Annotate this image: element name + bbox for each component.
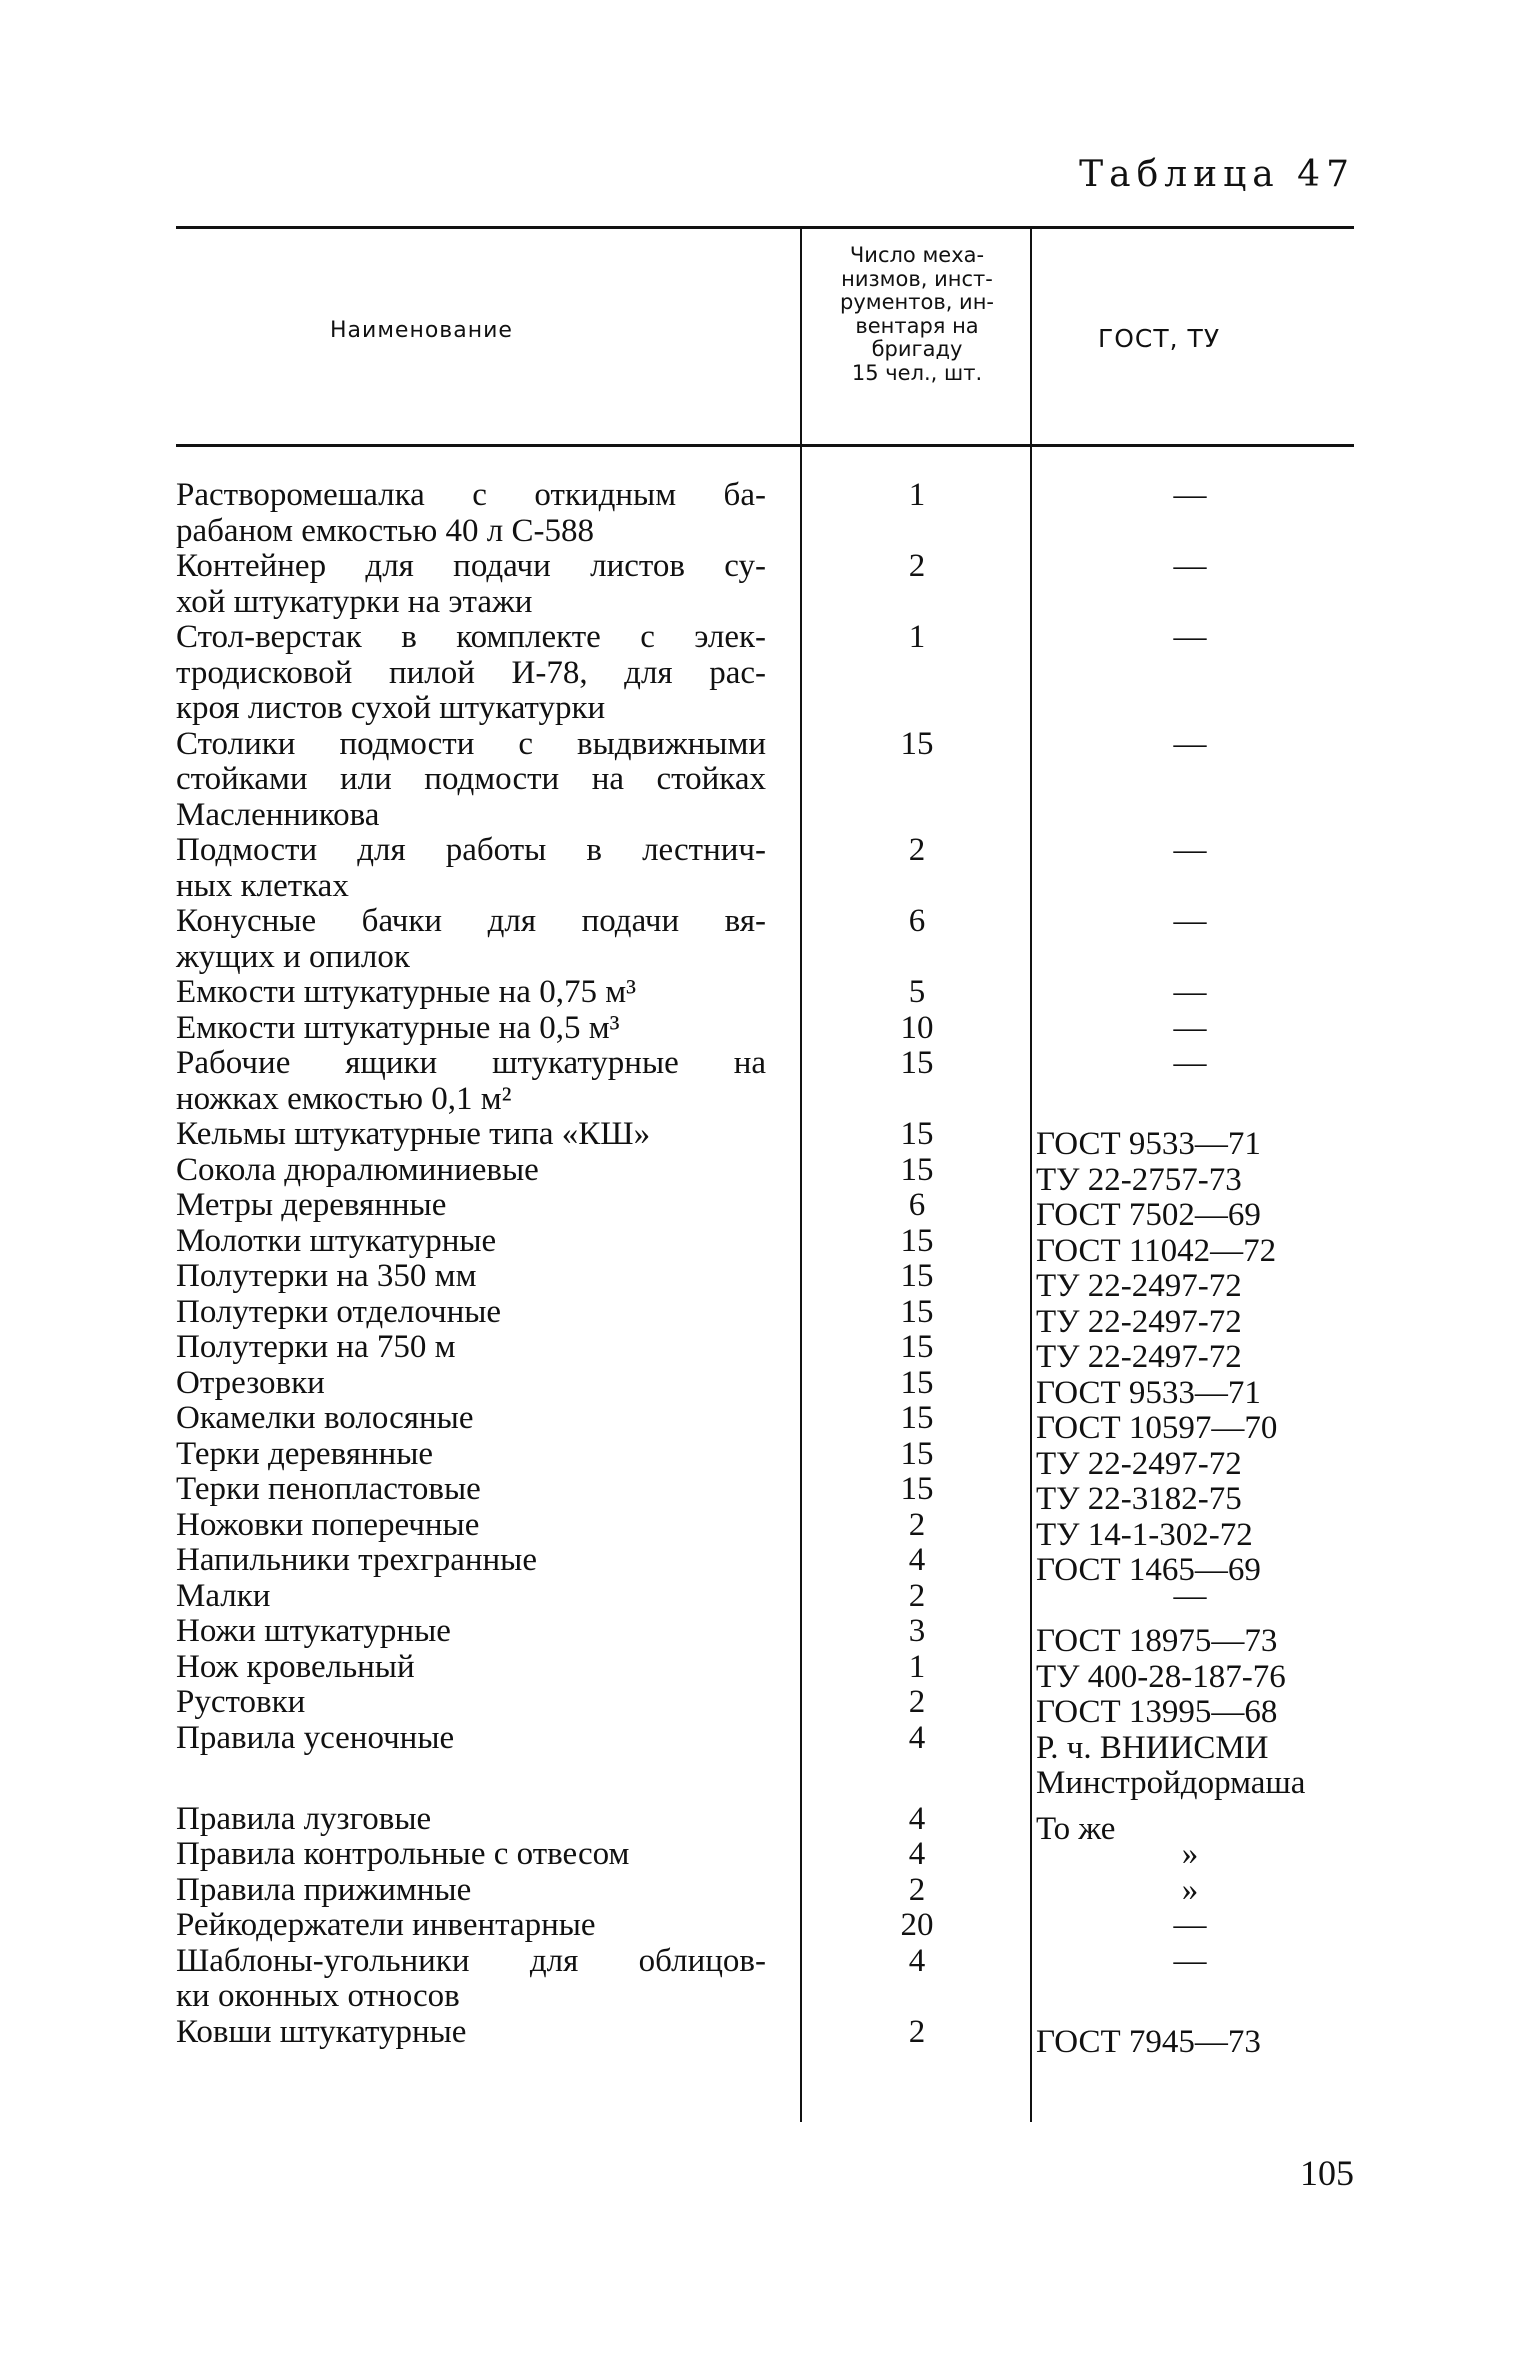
row-name <box>176 1401 766 1437</box>
row-quantity: 6 <box>908 1187 926 1223</box>
row-quantity: 15 <box>900 1045 934 1081</box>
row-name <box>176 1543 766 1579</box>
row-quantity: 15 <box>900 1471 934 1507</box>
row-standard <box>1090 1579 1290 1615</box>
row-standard <box>1036 1376 1336 1412</box>
row-standard-line: ГОСТ 7502—69 <box>1036 1197 1261 1233</box>
row-quantity: 3 <box>908 1613 926 1649</box>
row-name <box>176 1046 766 1117</box>
page-number: 105 <box>1300 2153 1354 2193</box>
row-name-line: Рабочие ящики штукатурные на <box>176 1045 766 1081</box>
row-standard <box>1036 1234 1336 1270</box>
row-quantity: 4 <box>908 1836 926 1872</box>
row-name <box>176 975 766 1011</box>
row-name-line: Правила контрольные с отвесом <box>176 1836 630 1872</box>
row-name <box>176 1579 766 1615</box>
row-quantity: 2 <box>908 1506 926 1543</box>
row-name-line: Правила усеночные <box>176 1719 455 1756</box>
row-quantity: 4 <box>908 1800 926 1837</box>
row-name <box>176 1366 766 1402</box>
row-standard-line: — <box>1173 619 1207 655</box>
row-quantity: 15 <box>900 1435 934 1472</box>
row-name <box>176 904 766 975</box>
row-standard-line: — <box>1173 548 1207 584</box>
row-standard <box>1036 1411 1336 1447</box>
row-quantity: 15 <box>900 1329 934 1365</box>
header-quantity-line: 15 чел., шт. <box>851 360 983 385</box>
row-name-line: Терки деревянные <box>176 1435 434 1472</box>
header-quantity-line: бригаду <box>871 337 963 361</box>
row-name-line: тродисковой пилой И-78, для рас- <box>176 654 766 691</box>
row-name <box>176 1117 766 1153</box>
row-name-line: Рейкодержатели инвентарные <box>176 1907 596 1943</box>
row-standard-line: » <box>1181 1836 1199 1872</box>
table-caption: Таблица 47 <box>1079 154 1355 195</box>
row-name-line: ных клетках <box>176 867 349 904</box>
row-name <box>176 1685 766 1721</box>
row-standard <box>1090 1011 1290 1047</box>
row-standard <box>1090 1046 1290 1082</box>
row-name <box>176 1224 766 1260</box>
row-standard-line: Минстройдормаша <box>1036 1765 1306 1801</box>
row-name-line: Ножовки поперечные <box>176 1506 480 1543</box>
header-top-rule <box>176 226 1354 229</box>
row-quantity: 1 <box>908 1648 926 1685</box>
row-standard <box>1036 1269 1336 1305</box>
row-standard-line: — <box>1173 903 1207 939</box>
row-name-line: Емкости штукатурные на 0,75 м³ <box>176 974 636 1010</box>
row-name <box>176 1508 766 1544</box>
header-name: Наименование <box>330 318 513 343</box>
row-standard-line: ТУ 22-2497-72 <box>1036 1268 1242 1304</box>
row-standard-line: ТУ 22-3182-75 <box>1036 1481 1242 1517</box>
row-name-line: стойками или подмости на стойках <box>176 761 766 797</box>
row-name <box>176 833 766 904</box>
row-standard-line: — <box>1173 1045 1207 1081</box>
row-quantity: 5 <box>908 974 926 1010</box>
header-quantity-line: низмов, инст- <box>841 266 993 291</box>
header-quantity-line: рументов, ин- <box>839 290 994 314</box>
header-bottom-rule <box>176 444 1354 447</box>
row-quantity: 15 <box>900 1222 934 1259</box>
row-quantity: 15 <box>900 1400 934 1436</box>
row-name-line: Терки пенопластовые <box>176 1471 481 1507</box>
row-name-line: Ножи штукатурные <box>176 1613 451 1649</box>
row-name-line: Рустовки <box>176 1684 306 1720</box>
row-standard-line: ТУ 22-2757-73 <box>1036 1161 1242 1198</box>
header-quantity-line: вентаря на <box>855 313 979 338</box>
row-standard-line: ГОСТ 1465—69 <box>1036 1552 1261 1588</box>
row-quantity: 15 <box>900 1293 934 1330</box>
row-name <box>176 620 766 727</box>
row-quantity: 1 <box>908 619 926 655</box>
row-quantity: 2 <box>908 1871 926 1908</box>
row-standard <box>1036 2025 1336 2061</box>
row-standard <box>1090 1944 1290 1980</box>
row-standard <box>1090 727 1290 763</box>
row-name <box>176 1837 766 1873</box>
row-quantity: 15 <box>900 725 934 762</box>
row-name <box>176 1908 766 1944</box>
row-name-line: ножках емкостью 0,1 м² <box>176 1080 512 1117</box>
row-quantity: 15 <box>900 1151 934 1188</box>
row-standard-line: — <box>1173 1942 1207 1979</box>
row-name <box>176 727 766 834</box>
row-standard <box>1036 1305 1336 1341</box>
row-standard-line: ГОСТ 18975—73 <box>1036 1623 1278 1659</box>
row-standard-line: — <box>1173 725 1207 762</box>
row-standard <box>1036 1624 1336 1660</box>
row-standard <box>1036 1340 1336 1376</box>
row-standard <box>1090 620 1290 656</box>
row-name-line: хой штукатурки на этажи <box>176 583 533 620</box>
row-name <box>176 1873 766 1909</box>
row-standard-line: — <box>1173 832 1207 868</box>
row-name-line: Масленникова <box>176 796 380 833</box>
row-standard <box>1036 1518 1336 1554</box>
row-name <box>176 1802 766 1838</box>
row-name-line: жущих и опилок <box>176 938 410 975</box>
row-name-line: Малки <box>176 1577 271 1614</box>
row-standard-line: ГОСТ 11042—72 <box>1036 1232 1277 1269</box>
row-standard-line: ТУ 22-2497-72 <box>1036 1445 1242 1482</box>
row-name-line: Полутерки на 350 мм <box>176 1258 477 1294</box>
row-name-line: Шаблоны-угольники для облицов- <box>176 1942 766 1979</box>
column-divider-1 <box>800 226 802 2122</box>
row-standard <box>1090 833 1290 869</box>
row-standard-line: — <box>1173 1907 1207 1943</box>
row-standard <box>1090 478 1290 514</box>
row-standard-line: — <box>1173 1577 1207 1614</box>
row-standard-line: — <box>1173 974 1207 1010</box>
row-name <box>176 1472 766 1508</box>
row-name <box>176 1721 766 1757</box>
row-name-line: Полутерки на 750 м <box>176 1329 456 1365</box>
row-quantity: 2 <box>908 1577 926 1614</box>
row-name-line: Столики подмости с выдвижными <box>176 725 766 762</box>
row-standard-line: — <box>1173 1009 1207 1046</box>
row-name <box>176 478 766 549</box>
row-name <box>176 1330 766 1366</box>
row-quantity: 15 <box>900 1258 934 1294</box>
row-name-line: Полутерки отделочные <box>176 1293 502 1330</box>
row-name <box>176 1153 766 1189</box>
row-quantity: 10 <box>900 1009 934 1046</box>
row-quantity: 4 <box>908 1542 926 1578</box>
row-name-line: Правила лузговые <box>176 1800 432 1837</box>
row-name-line: Метры деревянные <box>176 1187 447 1223</box>
row-name-line: Напильники трехгранные <box>176 1542 538 1578</box>
row-quantity: 20 <box>900 1907 934 1943</box>
row-name-line: Ковши штукатурные <box>176 2013 467 2050</box>
row-name-line: ки оконных относов <box>176 1978 460 2014</box>
row-standard <box>1090 1837 1290 1873</box>
row-standard <box>1036 1695 1336 1731</box>
row-quantity: 2 <box>908 832 926 868</box>
row-standard-line: Р. ч. ВНИИСМИ <box>1036 1729 1269 1766</box>
row-name <box>176 549 766 620</box>
row-name-line: рабаном емкостью 40 л С-588 <box>176 512 594 549</box>
row-name-line: Сокола дюралюминиевые <box>176 1151 539 1188</box>
row-name-line: Молотки штукатурные <box>176 1222 497 1259</box>
row-standard <box>1036 1127 1336 1163</box>
header-quantity-line: Число меха- <box>849 243 985 267</box>
row-quantity: 2 <box>908 2013 926 2050</box>
row-standard <box>1090 1873 1290 1909</box>
header-quantity <box>806 244 1028 385</box>
row-quantity: 15 <box>900 1116 934 1152</box>
row-standard-line: ГОСТ 9533—71 <box>1036 1126 1261 1162</box>
row-name <box>176 1614 766 1650</box>
row-name-line: Подмости для работы в лестнич- <box>176 832 766 868</box>
row-name <box>176 1295 766 1331</box>
row-standard-line: » <box>1181 1871 1199 1908</box>
row-name <box>176 1437 766 1473</box>
row-name <box>176 1944 766 2015</box>
row-standard-line: ТУ 22-2497-72 <box>1036 1339 1242 1375</box>
row-name <box>176 1188 766 1224</box>
row-standard <box>1036 1198 1336 1234</box>
row-name-line: Стол-верстак в комплекте с элек- <box>176 619 766 655</box>
row-standard <box>1036 1731 1336 1802</box>
row-standard <box>1090 1908 1290 1944</box>
row-standard-line: ГОСТ 9533—71 <box>1036 1374 1261 1411</box>
row-name-line: Кельмы штукатурные типа «КШ» <box>176 1116 651 1152</box>
row-quantity: 4 <box>908 1942 926 1979</box>
column-divider-2 <box>1030 226 1032 2122</box>
row-standard-line: То же <box>1036 1810 1116 1847</box>
row-standard <box>1036 1163 1336 1199</box>
row-name-line: Конусные бачки для подачи вя- <box>176 903 766 939</box>
row-quantity: 6 <box>908 903 926 939</box>
header-standard: ГОСТ, ТУ <box>1098 324 1221 353</box>
row-standard-line: ТУ 14-1-302-72 <box>1036 1516 1253 1553</box>
row-quantity: 1 <box>908 477 926 513</box>
row-standard <box>1090 975 1290 1011</box>
row-name-line: Емкости штукатурные на 0,5 м³ <box>176 1009 620 1046</box>
row-standard <box>1036 1660 1336 1696</box>
row-standard <box>1036 1447 1336 1483</box>
row-name <box>176 1259 766 1295</box>
row-name-line: кроя листов сухой штукатурки <box>176 690 606 726</box>
row-name <box>176 2015 766 2051</box>
row-name-line: Правила прижимные <box>176 1871 472 1908</box>
row-standard-line: ГОСТ 7945—73 <box>1036 2023 1261 2060</box>
row-name-line: Окамелки волосяные <box>176 1400 474 1436</box>
row-quantity: 2 <box>908 1684 926 1720</box>
row-standard-line: ТУ 400-28-187-76 <box>1036 1658 1286 1695</box>
row-quantity: 15 <box>900 1364 934 1401</box>
row-name-line: Растворомешалка с откидным ба- <box>176 477 766 513</box>
row-name-line: Контейнер для подачи листов су- <box>176 548 766 584</box>
row-quantity: 4 <box>908 1719 926 1756</box>
row-name-line: Нож кровельный <box>176 1648 415 1685</box>
row-standard-line: ГОСТ 10597—70 <box>1036 1410 1278 1446</box>
row-standard <box>1090 549 1290 585</box>
row-name <box>176 1011 766 1047</box>
row-name <box>176 1650 766 1686</box>
row-name-line: Отрезовки <box>176 1364 325 1401</box>
row-standard-line: ГОСТ 13995—68 <box>1036 1694 1278 1730</box>
row-quantity: 2 <box>908 548 926 584</box>
row-standard <box>1036 1482 1336 1518</box>
row-standard <box>1090 904 1290 940</box>
row-standard-line: ТУ 22-2497-72 <box>1036 1303 1242 1340</box>
row-standard-line: — <box>1173 477 1207 513</box>
